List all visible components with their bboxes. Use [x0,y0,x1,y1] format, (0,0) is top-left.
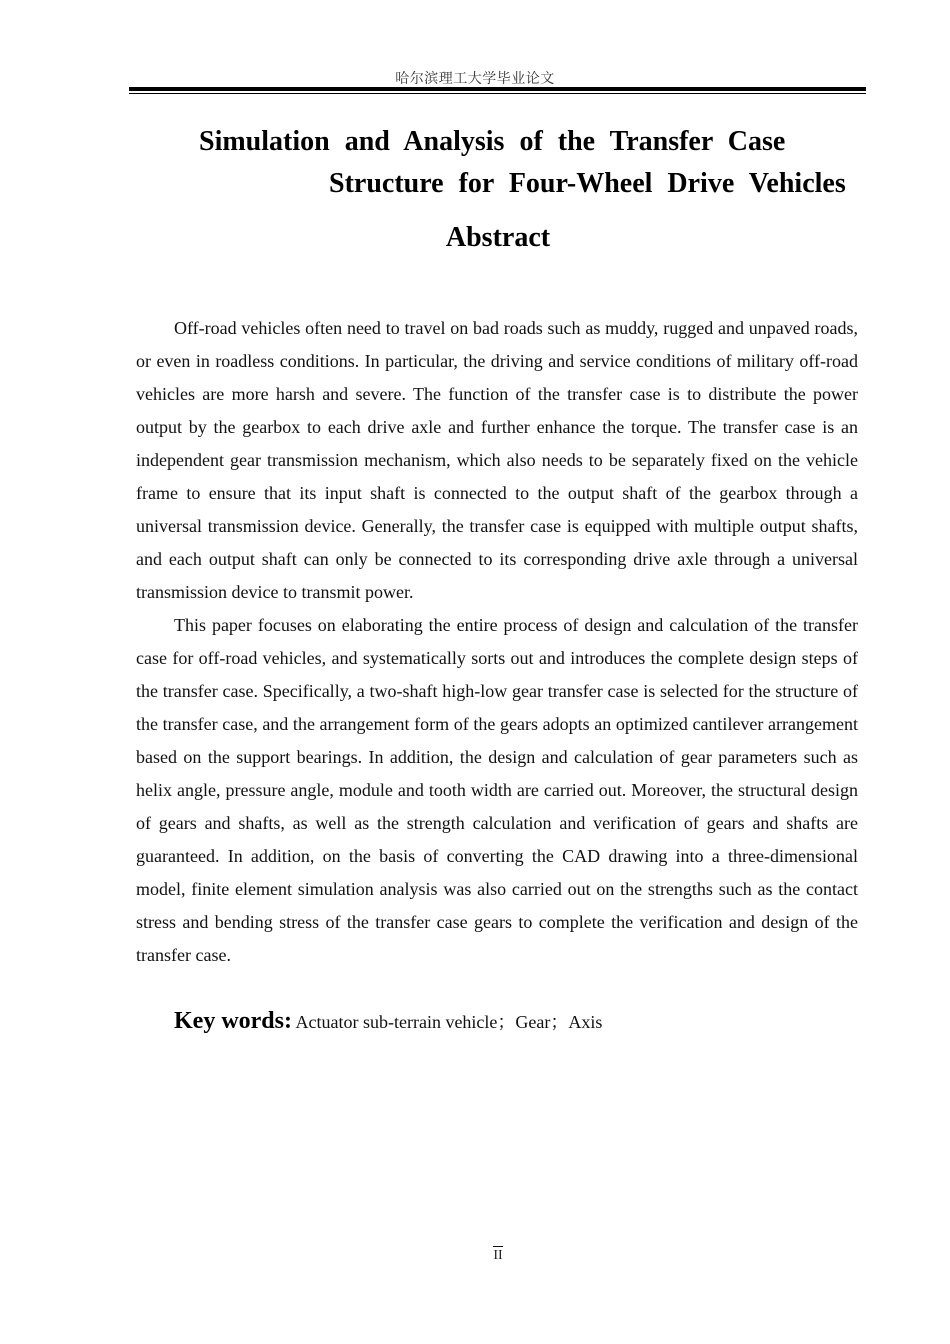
abstract-paragraph-2: This paper focuses on elaborating the entire process of design and calculation of the transfer case for off-road vehicles, and systematically sorts out and introduces the complete design steps of the transfer case. Specifically, a two-shaft high-low gear transfer case is selected for the structure of the transfer case, and the arrangement form of the gears adopts an optimized cantilever arrangement based on the support bearings. In addition, the design and calculation of gear parameters such as helix angle, pressure angle, module and tooth width are carried out. Moreover, the structural design of gears and shafts, as well as the strength calculation and verification of gears and shafts are guaranteed. In addition, on the basis of converting the CAD drawing into a three-dimensional model, finite element simulation analysis was also carried out on the strengths such as the contact stress and bending stress of the transfer case gears to complete the verification and design of the transfer case. [136,615,858,965]
keywords-value: Actuator sub-terrain vehicle；Gear；Axis [295,1012,603,1032]
page-number [0,1248,950,1264]
page-number-text: II [493,1248,503,1263]
title-line-2: Structure for Four-Wheel Drive Vehicles [329,168,846,199]
keywords [174,1008,858,1035]
abstract-paragraph-1: Off-road vehicles often need to travel on bad roads such as muddy, rugged and unpaved roads, or even in roadless conditions. In particular, the driving and service conditions of military off-road vehicles are more harsh and severe. The function of the transfer case is to distribute the power output by the gearbox to each drive axle and further enhance the torque. The transfer case is an independent gear transmission mechanism, which also needs to be separately fixed on the vehicle frame to ensure that its input shaft is connected to the output shaft of the gearbox through a universal transmission device. Generally, the transfer case is equipped with multiple output shafts, and each output shaft can only be connected to its corresponding drive axle through a universal transmission device to transmit power. [136,318,858,602]
title-line-1: Simulation and Analysis of the Transfer Case [199,126,786,157]
abstract-heading: Abstract [445,222,551,253]
header-rule-thick [129,87,866,91]
abstract-body [136,312,858,972]
header-rule-thin [129,93,866,94]
running-header: 哈尔滨理工大学毕业论文 [395,71,555,87]
keywords-label: Key words: [174,1008,292,1034]
